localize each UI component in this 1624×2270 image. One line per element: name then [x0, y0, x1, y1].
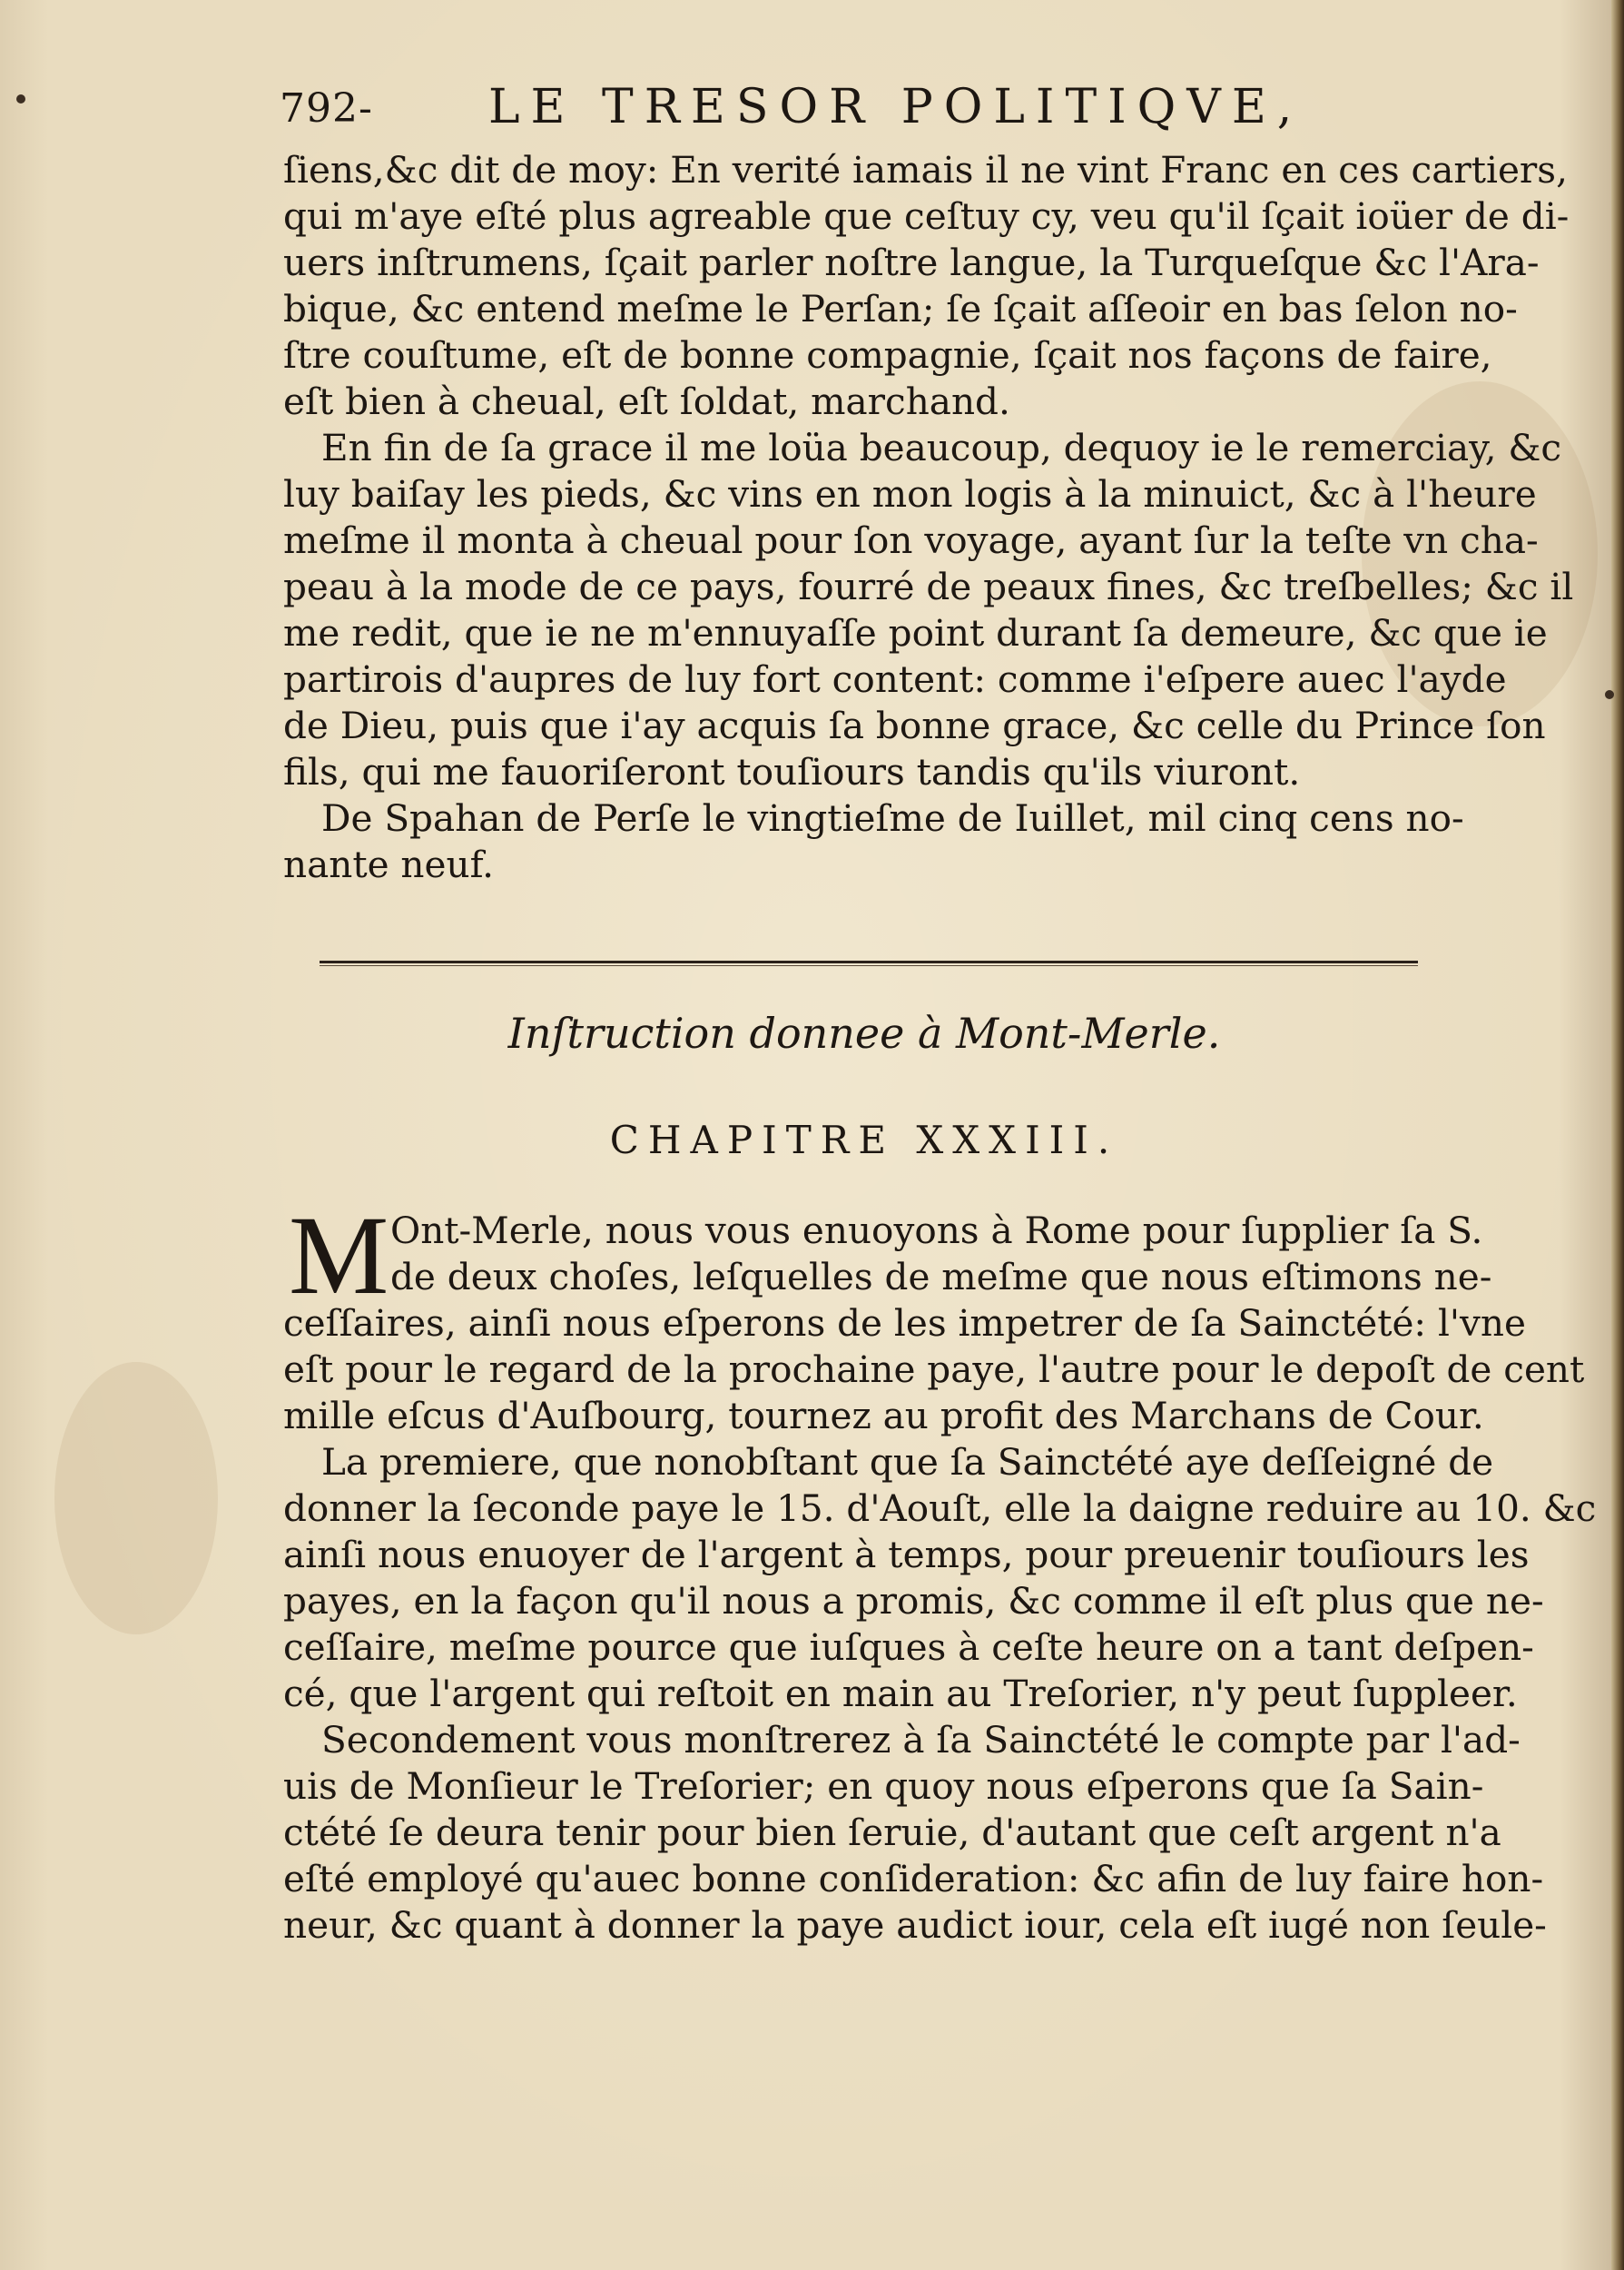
section-rule	[320, 961, 1418, 963]
text-line: meſme il monta à cheual pour ſon voyage, ayant ſur la teſte vn cha-	[283, 518, 1539, 562]
text-line: ſtre couſtume, eſt de bonne compagnie, ſçait nos façons de faire,	[283, 333, 1492, 377]
section-title: Inſtruction donnee à Mont-Merle.	[507, 1009, 1221, 1058]
text-line: qui m'aye eſté plus agreable que ceſtuy cy, veu qu'il ſçait ioüer de di-	[283, 194, 1570, 238]
text-line: nante neuf.	[283, 843, 494, 886]
text-line: ſiens,&c dit de moy: En verité iamais il ne vint Franc en ces cartiers,	[283, 148, 1568, 192]
text-line: bique, &c entend meſme le Perſan; ſe ſçait aſſeoir en bas ſelon no-	[283, 287, 1518, 331]
text-line: uis de Monſieur le Treſorier; en quoy nous eſperons que ſa Sain-	[283, 1764, 1484, 1808]
text-line: payes, en la façon qu'il nous a promis, &c comme il eſt plus que ne-	[283, 1579, 1544, 1623]
text-block-letter-end	[283, 147, 1574, 888]
ink-spot	[1605, 690, 1614, 699]
text-line: ceſſaires, ainſi nous eſperons de les impetrer de ſa Sainctété: l'vne	[283, 1301, 1526, 1345]
text-line: peau à la mode de ce pays, fourré de peaux fines, &c treſbelles; &c il	[283, 565, 1574, 608]
text-line: fils, qui me fauoriſeront touſiours tandis qu'ils viuront.	[283, 750, 1301, 794]
text-line: neur, &c quant à donner la paye audict iour, cela eſt iugé non ſeule-	[283, 1903, 1547, 1947]
text-line: eſté employé qu'auec bonne conſideration: &c afin de luy faire hon-	[283, 1857, 1544, 1900]
text-line: eſt pour le regard de la prochaine paye, l'autre pour le depoſt de cent	[283, 1347, 1585, 1391]
text-line: cé, que l'argent qui reſtoit en main au Treſorier, n'y peut ſuppleer.	[283, 1672, 1518, 1715]
chapter-heading: CHAPITRE XXXIII.	[609, 1118, 1119, 1162]
text-line: de Dieu, puis que i'ay acquis ſa bonne grace, &c celle du Prince ſon	[283, 704, 1546, 747]
text-line: partirois d'aupres de luy fort content: comme i'eſpere auec l'ayde	[283, 657, 1507, 701]
running-title: LE TRESOR POLITIQVE,	[488, 80, 1304, 134]
text-line: uers inſtrumens, ſçait parler noſtre langue, la Turqueſque &c l'Ara-	[283, 241, 1540, 284]
text-line: ctété ſe deura tenir pour bien ſeruie, d'autant que ceſt argent n'a	[283, 1811, 1501, 1854]
text-line: Ont-Merle, nous vous enuoyons à Rome pour ſupplier ſa S.	[390, 1209, 1483, 1252]
text-line: eſt bien à cheual, eſt ſoldat, marchand.	[283, 380, 1010, 423]
text-line: me redit, que ie ne m'ennuyaſſe point durant ſa demeure, &c que ie	[283, 611, 1548, 655]
text-line: Secondement vous monſtrerez à ſa Sainctété le compte par l'ad-	[321, 1718, 1521, 1762]
drop-capital: M	[289, 1193, 389, 1318]
text-line: ainſi nous enuoyer de l'argent à temps, pour preuenir touſiours les	[283, 1533, 1530, 1576]
ink-spot	[16, 94, 25, 104]
section-rule-thin	[320, 965, 1418, 966]
page-number: 792-	[280, 85, 373, 132]
text-line: mille eſcus d'Auſbourg, tournez au profit des Marchans de Cour.	[283, 1394, 1484, 1437]
text-line: De Spahan de Perſe le vingtieſme de Iuillet, mil cinq cens no-	[321, 796, 1464, 840]
text-line: luy baiſay les pieds, &c vins en mon logis à la minuict, &c à l'heure	[283, 472, 1537, 516]
text-line: La premiere, que nonobſtant que ſa Sainctété aye deſſeigné de	[321, 1440, 1494, 1484]
text-block-instruction	[283, 1208, 1597, 1949]
text-line: donner la ſeconde paye le 15. d'Aouſt, elle la daigne reduire au 10. &c	[283, 1486, 1597, 1530]
text-line: de deux choſes, leſquelles de meſme que nous eſtimons ne-	[390, 1255, 1492, 1298]
paper-stain	[54, 1362, 218, 1634]
text-line: En fin de ſa grace il me loüa beaucoup, dequoy ie le remerciay, &c	[321, 426, 1562, 469]
page-edge-shadow	[1611, 0, 1624, 2270]
page-header	[280, 73, 1451, 145]
text-line: ceſſaire, meſme pource que iuſques à ceſte heure on a tant deſpen-	[283, 1625, 1534, 1669]
